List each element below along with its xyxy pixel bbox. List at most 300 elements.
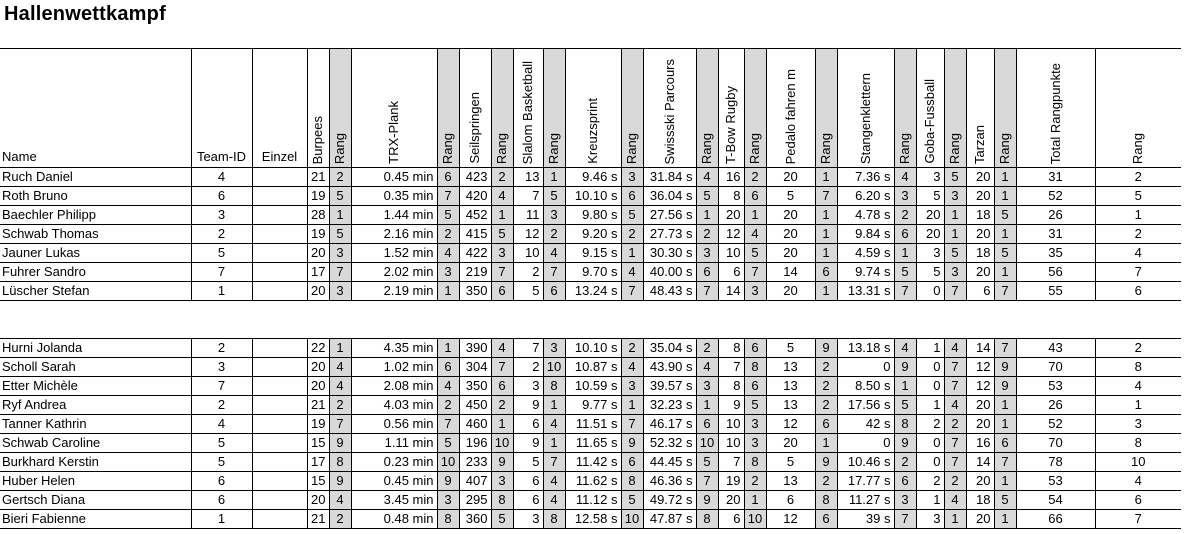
cell-team-id: 1 bbox=[191, 510, 252, 529]
cell-goba-rang: 4 bbox=[944, 339, 966, 358]
cell-slalom: 2 bbox=[513, 263, 543, 282]
cell-burpees-rang: 4 bbox=[329, 377, 351, 396]
cell-trx-plank: 4.35 min bbox=[351, 339, 437, 358]
cell-stangenklettern: 0 bbox=[837, 358, 894, 377]
cell-tarzan: 20 bbox=[966, 472, 994, 491]
cell-name: Schwab Caroline bbox=[0, 434, 191, 453]
cell-kreuzsprint: 11.51 s bbox=[565, 415, 621, 434]
cell-goba: 1 bbox=[916, 339, 944, 358]
cell-seil-rang: 5 bbox=[491, 510, 513, 529]
cell-name: Jauner Lukas bbox=[0, 244, 191, 263]
header-rang: Rang bbox=[696, 49, 718, 168]
cell-burpees-rang: 5 bbox=[329, 225, 351, 244]
cell-burpees-rang: 2 bbox=[329, 396, 351, 415]
cell-rang: 1 bbox=[1095, 206, 1181, 225]
cell-stangen-rang: 8 bbox=[894, 415, 916, 434]
cell-slalom: 6 bbox=[513, 415, 543, 434]
table-row bbox=[0, 168, 1181, 187]
cell-tbow-rang: 2 bbox=[744, 168, 766, 187]
cell-slalom-rang: 4 bbox=[543, 491, 565, 510]
cell-burpees: 17 bbox=[307, 453, 329, 472]
cell-kreuz-rang: 5 bbox=[621, 206, 643, 225]
cell-einzel bbox=[252, 453, 307, 472]
cell-trx-rang: 6 bbox=[437, 168, 459, 187]
cell-stangenklettern: 17.77 s bbox=[837, 472, 894, 491]
cell-swissski-rang: 3 bbox=[696, 244, 718, 263]
cell-kreuzsprint: 11.62 s bbox=[565, 472, 621, 491]
cell-seilspringen: 422 bbox=[459, 244, 491, 263]
cell-burpees-rang: 2 bbox=[329, 510, 351, 529]
page-title: Hallenwettkampf bbox=[4, 3, 166, 25]
cell-name: Ruch Daniel bbox=[0, 168, 191, 187]
group-separator bbox=[0, 301, 1181, 339]
cell-pedalo-rang: 2 bbox=[815, 396, 837, 415]
header-rang-final: Rang bbox=[1095, 49, 1181, 168]
cell-seilspringen: 415 bbox=[459, 225, 491, 244]
cell-kreuz-rang: 2 bbox=[621, 339, 643, 358]
cell-burpees: 19 bbox=[307, 225, 329, 244]
cell-stangen-rang: 6 bbox=[894, 472, 916, 491]
cell-seil-rang: 10 bbox=[491, 434, 513, 453]
cell-total-rangpunkte: 53 bbox=[1016, 472, 1095, 491]
cell-seilspringen: 420 bbox=[459, 187, 491, 206]
cell-rang: 2 bbox=[1095, 339, 1181, 358]
cell-swissski-rang: 10 bbox=[696, 434, 718, 453]
cell-rang: 3 bbox=[1095, 415, 1181, 434]
cell-goba: 5 bbox=[916, 187, 944, 206]
cell-burpees-rang: 9 bbox=[329, 472, 351, 491]
cell-burpees: 21 bbox=[307, 168, 329, 187]
cell-einzel bbox=[252, 168, 307, 187]
cell-swissski: 40.00 s bbox=[643, 263, 696, 282]
cell-name: Schwab Thomas bbox=[0, 225, 191, 244]
cell-pedalo-rang: 1 bbox=[815, 282, 837, 301]
cell-seilspringen: 450 bbox=[459, 396, 491, 415]
cell-trx-rang: 1 bbox=[437, 339, 459, 358]
cell-goba-rang: 7 bbox=[944, 453, 966, 472]
cell-goba-rang: 5 bbox=[944, 244, 966, 263]
cell-trx-plank: 1.44 min bbox=[351, 206, 437, 225]
cell-pedalo: 13 bbox=[766, 377, 815, 396]
cell-slalom-rang: 4 bbox=[543, 415, 565, 434]
cell-goba: 1 bbox=[916, 491, 944, 510]
cell-total-rangpunkte: 31 bbox=[1016, 168, 1095, 187]
cell-kreuzsprint: 9.46 s bbox=[565, 168, 621, 187]
header-rang: Rang bbox=[491, 49, 513, 168]
cell-slalom: 12 bbox=[513, 225, 543, 244]
cell-goba-rang: 7 bbox=[944, 282, 966, 301]
cell-swissski: 39.57 s bbox=[643, 377, 696, 396]
cell-burpees: 15 bbox=[307, 434, 329, 453]
cell-kreuz-rang: 9 bbox=[621, 434, 643, 453]
cell-stangen-rang: 3 bbox=[894, 491, 916, 510]
cell-goba: 0 bbox=[916, 453, 944, 472]
table-row bbox=[0, 339, 1181, 358]
cell-seil-rang: 5 bbox=[491, 225, 513, 244]
cell-swissski: 30.30 s bbox=[643, 244, 696, 263]
table-row bbox=[0, 244, 1181, 263]
cell-stangen-rang: 9 bbox=[894, 434, 916, 453]
cell-kreuz-rang: 10 bbox=[621, 510, 643, 529]
cell-slalom-rang: 3 bbox=[543, 339, 565, 358]
cell-stangenklettern: 10.46 s bbox=[837, 453, 894, 472]
cell-einzel bbox=[252, 377, 307, 396]
table-row bbox=[0, 263, 1181, 282]
cell-slalom-rang: 1 bbox=[543, 168, 565, 187]
cell-swissski: 43.90 s bbox=[643, 358, 696, 377]
cell-slalom-rang: 7 bbox=[543, 453, 565, 472]
cell-tbow: 8 bbox=[718, 187, 744, 206]
cell-tarzan-rang: 1 bbox=[994, 263, 1016, 282]
cell-seilspringen: 460 bbox=[459, 415, 491, 434]
cell-tarzan: 20 bbox=[966, 396, 994, 415]
table-row bbox=[0, 491, 1181, 510]
cell-slalom: 3 bbox=[513, 377, 543, 396]
cell-tarzan-rang: 1 bbox=[994, 510, 1016, 529]
cell-team-id: 3 bbox=[191, 358, 252, 377]
cell-stangenklettern: 13.31 s bbox=[837, 282, 894, 301]
cell-kreuzsprint: 10.87 s bbox=[565, 358, 621, 377]
cell-tbow: 6 bbox=[718, 510, 744, 529]
cell-stangen-rang: 5 bbox=[894, 396, 916, 415]
cell-tarzan-rang: 7 bbox=[994, 453, 1016, 472]
cell-goba-rang: 5 bbox=[944, 168, 966, 187]
header-row bbox=[0, 49, 1181, 168]
header-rang: Rang bbox=[621, 49, 643, 168]
cell-swissski: 46.17 s bbox=[643, 415, 696, 434]
cell-pedalo: 5 bbox=[766, 187, 815, 206]
cell-seil-rang: 9 bbox=[491, 453, 513, 472]
cell-tarzan-rang: 1 bbox=[994, 168, 1016, 187]
cell-stangenklettern: 9.84 s bbox=[837, 225, 894, 244]
cell-tbow: 12 bbox=[718, 225, 744, 244]
cell-tbow-rang: 6 bbox=[744, 377, 766, 396]
header-kreuzsprint: Kreuzsprint bbox=[565, 49, 621, 168]
cell-swissski-rang: 6 bbox=[696, 415, 718, 434]
cell-burpees: 20 bbox=[307, 244, 329, 263]
cell-kreuz-rang: 3 bbox=[621, 377, 643, 396]
header-stangenklettern: Stangenklettern bbox=[837, 49, 894, 168]
cell-trx-plank: 4.03 min bbox=[351, 396, 437, 415]
cell-swissski: 31.84 s bbox=[643, 168, 696, 187]
cell-pedalo: 12 bbox=[766, 415, 815, 434]
cell-pedalo-rang: 9 bbox=[815, 339, 837, 358]
cell-trx-plank: 3.45 min bbox=[351, 491, 437, 510]
cell-slalom: 2 bbox=[513, 358, 543, 377]
cell-einzel bbox=[252, 396, 307, 415]
cell-rang: 8 bbox=[1095, 434, 1181, 453]
cell-tbow: 8 bbox=[718, 339, 744, 358]
cell-total-rangpunkte: 43 bbox=[1016, 339, 1095, 358]
cell-name: Roth Bruno bbox=[0, 187, 191, 206]
cell-seilspringen: 350 bbox=[459, 377, 491, 396]
cell-tarzan: 14 bbox=[966, 339, 994, 358]
cell-tbow-rang: 6 bbox=[744, 339, 766, 358]
cell-total-rangpunkte: 70 bbox=[1016, 358, 1095, 377]
cell-tbow: 20 bbox=[718, 206, 744, 225]
cell-slalom-rang: 4 bbox=[543, 244, 565, 263]
cell-trx-rang: 4 bbox=[437, 244, 459, 263]
table-row bbox=[0, 434, 1181, 453]
cell-stangen-rang: 4 bbox=[894, 168, 916, 187]
cell-total-rangpunkte: 53 bbox=[1016, 377, 1095, 396]
cell-tbow-rang: 8 bbox=[744, 453, 766, 472]
cell-goba-rang: 1 bbox=[944, 225, 966, 244]
cell-einzel bbox=[252, 358, 307, 377]
cell-kreuz-rang: 6 bbox=[621, 187, 643, 206]
cell-tarzan: 16 bbox=[966, 434, 994, 453]
cell-tarzan: 20 bbox=[966, 187, 994, 206]
cell-tarzan-rang: 1 bbox=[994, 225, 1016, 244]
table-row bbox=[0, 510, 1181, 529]
cell-tbow: 10 bbox=[718, 415, 744, 434]
cell-kreuzsprint: 11.42 s bbox=[565, 453, 621, 472]
cell-tbow-rang: 8 bbox=[744, 358, 766, 377]
cell-seilspringen: 423 bbox=[459, 168, 491, 187]
cell-pedalo-rang: 6 bbox=[815, 510, 837, 529]
cell-team-id: 7 bbox=[191, 263, 252, 282]
cell-trx-plank: 0.45 min bbox=[351, 168, 437, 187]
cell-pedalo: 12 bbox=[766, 510, 815, 529]
cell-kreuzsprint: 10.10 s bbox=[565, 339, 621, 358]
cell-kreuz-rang: 1 bbox=[621, 396, 643, 415]
cell-seil-rang: 8 bbox=[491, 491, 513, 510]
cell-tbow-rang: 3 bbox=[744, 415, 766, 434]
cell-kreuz-rang: 3 bbox=[621, 168, 643, 187]
cell-tbow: 7 bbox=[718, 358, 744, 377]
cell-burpees: 20 bbox=[307, 377, 329, 396]
cell-slalom: 5 bbox=[513, 453, 543, 472]
cell-swissski: 46.36 s bbox=[643, 472, 696, 491]
cell-kreuzsprint: 11.12 s bbox=[565, 491, 621, 510]
header-rang: Rang bbox=[894, 49, 916, 168]
table-body bbox=[0, 168, 1181, 529]
cell-stangenklettern: 4.59 s bbox=[837, 244, 894, 263]
cell-stangen-rang: 9 bbox=[894, 358, 916, 377]
cell-kreuz-rang: 4 bbox=[621, 358, 643, 377]
cell-tbow-rang: 3 bbox=[744, 282, 766, 301]
cell-goba: 0 bbox=[916, 282, 944, 301]
cell-pedalo-rang: 2 bbox=[815, 358, 837, 377]
header-tarzan: Tarzan bbox=[966, 49, 994, 168]
cell-trx-rang: 9 bbox=[437, 472, 459, 491]
cell-slalom: 10 bbox=[513, 244, 543, 263]
cell-seilspringen: 219 bbox=[459, 263, 491, 282]
cell-burpees-rang: 9 bbox=[329, 434, 351, 453]
cell-pedalo: 20 bbox=[766, 434, 815, 453]
cell-seil-rang: 2 bbox=[491, 168, 513, 187]
cell-pedalo-rang: 2 bbox=[815, 472, 837, 491]
cell-burpees: 21 bbox=[307, 510, 329, 529]
cell-trx-rang: 3 bbox=[437, 491, 459, 510]
cell-tbow-rang: 10 bbox=[744, 510, 766, 529]
cell-burpees: 19 bbox=[307, 415, 329, 434]
cell-kreuzsprint: 13.24 s bbox=[565, 282, 621, 301]
cell-pedalo-rang: 1 bbox=[815, 206, 837, 225]
cell-kreuz-rang: 2 bbox=[621, 225, 643, 244]
cell-stangen-rang: 6 bbox=[894, 225, 916, 244]
cell-burpees-rang: 7 bbox=[329, 263, 351, 282]
cell-tarzan-rang: 5 bbox=[994, 491, 1016, 510]
cell-pedalo: 5 bbox=[766, 339, 815, 358]
cell-stangen-rang: 7 bbox=[894, 282, 916, 301]
cell-burpees-rang: 1 bbox=[329, 206, 351, 225]
cell-slalom: 5 bbox=[513, 282, 543, 301]
cell-total-rangpunkte: 70 bbox=[1016, 434, 1095, 453]
cell-kreuzsprint: 9.15 s bbox=[565, 244, 621, 263]
cell-burpees: 15 bbox=[307, 472, 329, 491]
cell-swissski-rang: 7 bbox=[696, 282, 718, 301]
cell-stangenklettern: 39 s bbox=[837, 510, 894, 529]
cell-tarzan: 20 bbox=[966, 510, 994, 529]
cell-name: Baechler Philipp bbox=[0, 206, 191, 225]
cell-burpees: 21 bbox=[307, 396, 329, 415]
cell-pedalo-rang: 9 bbox=[815, 453, 837, 472]
cell-einzel bbox=[252, 491, 307, 510]
cell-swissski-rang: 9 bbox=[696, 491, 718, 510]
cell-seilspringen: 196 bbox=[459, 434, 491, 453]
cell-name: Hurni Jolanda bbox=[0, 339, 191, 358]
cell-pedalo-rang: 6 bbox=[815, 263, 837, 282]
cell-trx-rang: 6 bbox=[437, 358, 459, 377]
cell-goba: 5 bbox=[916, 263, 944, 282]
header-burpees: Burpees bbox=[307, 49, 329, 168]
cell-seil-rang: 4 bbox=[491, 339, 513, 358]
cell-seilspringen: 390 bbox=[459, 339, 491, 358]
cell-trx-rang: 5 bbox=[437, 434, 459, 453]
cell-tbow: 8 bbox=[718, 377, 744, 396]
cell-trx-plank: 2.02 min bbox=[351, 263, 437, 282]
cell-stangenklettern: 17.56 s bbox=[837, 396, 894, 415]
cell-pedalo: 20 bbox=[766, 282, 815, 301]
cell-tarzan-rang: 1 bbox=[994, 415, 1016, 434]
cell-trx-rang: 2 bbox=[437, 225, 459, 244]
cell-rang: 2 bbox=[1095, 225, 1181, 244]
cell-stangen-rang: 5 bbox=[894, 263, 916, 282]
cell-tarzan-rang: 1 bbox=[994, 396, 1016, 415]
cell-kreuzsprint: 12.58 s bbox=[565, 510, 621, 529]
cell-team-id: 1 bbox=[191, 282, 252, 301]
cell-pedalo: 20 bbox=[766, 168, 815, 187]
cell-pedalo: 6 bbox=[766, 491, 815, 510]
cell-total-rangpunkte: 26 bbox=[1016, 206, 1095, 225]
cell-stangen-rang: 3 bbox=[894, 187, 916, 206]
cell-seil-rang: 6 bbox=[491, 282, 513, 301]
cell-slalom-rang: 5 bbox=[543, 187, 565, 206]
cell-pedalo: 20 bbox=[766, 225, 815, 244]
cell-tarzan: 20 bbox=[966, 415, 994, 434]
cell-seil-rang: 3 bbox=[491, 244, 513, 263]
cell-stangenklettern: 0 bbox=[837, 434, 894, 453]
cell-goba-rang: 7 bbox=[944, 434, 966, 453]
cell-team-id: 3 bbox=[191, 206, 252, 225]
table-row bbox=[0, 396, 1181, 415]
cell-tbow-rang: 1 bbox=[744, 206, 766, 225]
cell-team-id: 4 bbox=[191, 415, 252, 434]
cell-seil-rang: 7 bbox=[491, 358, 513, 377]
cell-swissski: 44.45 s bbox=[643, 453, 696, 472]
results-table bbox=[0, 48, 1181, 529]
cell-pedalo-rang: 2 bbox=[815, 377, 837, 396]
cell-swissski: 52.32 s bbox=[643, 434, 696, 453]
cell-swissski-rang: 1 bbox=[696, 206, 718, 225]
cell-trx-rang: 7 bbox=[437, 187, 459, 206]
cell-goba-rang: 2 bbox=[944, 415, 966, 434]
cell-burpees-rang: 8 bbox=[329, 453, 351, 472]
cell-seilspringen: 350 bbox=[459, 282, 491, 301]
cell-swissski: 49.72 s bbox=[643, 491, 696, 510]
header-trx-plank: TRX-Plank bbox=[351, 49, 437, 168]
header-seilspringen: Seilspringen bbox=[459, 49, 491, 168]
cell-name: Gertsch Diana bbox=[0, 491, 191, 510]
cell-slalom-rang: 8 bbox=[543, 510, 565, 529]
cell-trx-rang: 8 bbox=[437, 510, 459, 529]
cell-tarzan-rang: 1 bbox=[994, 187, 1016, 206]
cell-tbow: 10 bbox=[718, 244, 744, 263]
cell-tarzan-rang: 9 bbox=[994, 377, 1016, 396]
cell-rang: 1 bbox=[1095, 396, 1181, 415]
cell-goba-rang: 3 bbox=[944, 187, 966, 206]
cell-name: Huber Helen bbox=[0, 472, 191, 491]
cell-kreuz-rang: 7 bbox=[621, 282, 643, 301]
cell-pedalo: 20 bbox=[766, 244, 815, 263]
cell-name: Ryf Andrea bbox=[0, 396, 191, 415]
cell-slalom-rang: 6 bbox=[543, 282, 565, 301]
cell-swissski-rang: 5 bbox=[696, 187, 718, 206]
cell-goba-rang: 7 bbox=[944, 377, 966, 396]
cell-goba: 0 bbox=[916, 434, 944, 453]
cell-trx-plank: 2.16 min bbox=[351, 225, 437, 244]
cell-trx-plank: 0.56 min bbox=[351, 415, 437, 434]
cell-seil-rang: 1 bbox=[491, 206, 513, 225]
cell-rang: 7 bbox=[1095, 510, 1181, 529]
cell-pedalo: 13 bbox=[766, 472, 815, 491]
cell-trx-plank: 1.02 min bbox=[351, 358, 437, 377]
cell-seilspringen: 233 bbox=[459, 453, 491, 472]
header-tbow-rugby: T-Bow Rugby bbox=[718, 49, 744, 168]
cell-burpees: 17 bbox=[307, 263, 329, 282]
cell-slalom-rang: 7 bbox=[543, 263, 565, 282]
cell-trx-rang: 3 bbox=[437, 263, 459, 282]
header-rang: Rang bbox=[994, 49, 1016, 168]
cell-swissski: 36.04 s bbox=[643, 187, 696, 206]
cell-burpees: 20 bbox=[307, 358, 329, 377]
cell-slalom: 9 bbox=[513, 434, 543, 453]
header-rang: Rang bbox=[437, 49, 459, 168]
cell-goba: 0 bbox=[916, 358, 944, 377]
cell-slalom-rang: 10 bbox=[543, 358, 565, 377]
header-goba-fussball: Goba-Fussball bbox=[916, 49, 944, 168]
cell-tarzan-rang: 5 bbox=[994, 244, 1016, 263]
cell-swissski: 27.56 s bbox=[643, 206, 696, 225]
cell-slalom-rang: 3 bbox=[543, 206, 565, 225]
cell-tarzan-rang: 1 bbox=[994, 472, 1016, 491]
cell-pedalo: 14 bbox=[766, 263, 815, 282]
cell-tbow: 6 bbox=[718, 263, 744, 282]
cell-slalom: 7 bbox=[513, 339, 543, 358]
cell-swissski-rang: 8 bbox=[696, 510, 718, 529]
cell-total-rangpunkte: 52 bbox=[1016, 415, 1095, 434]
cell-tarzan: 12 bbox=[966, 358, 994, 377]
cell-name: Scholl Sarah bbox=[0, 358, 191, 377]
cell-tbow: 14 bbox=[718, 282, 744, 301]
header-rang: Rang bbox=[815, 49, 837, 168]
cell-rang: 8 bbox=[1095, 358, 1181, 377]
cell-seilspringen: 360 bbox=[459, 510, 491, 529]
cell-kreuzsprint: 11.65 s bbox=[565, 434, 621, 453]
cell-seil-rang: 6 bbox=[491, 377, 513, 396]
cell-rang: 6 bbox=[1095, 491, 1181, 510]
